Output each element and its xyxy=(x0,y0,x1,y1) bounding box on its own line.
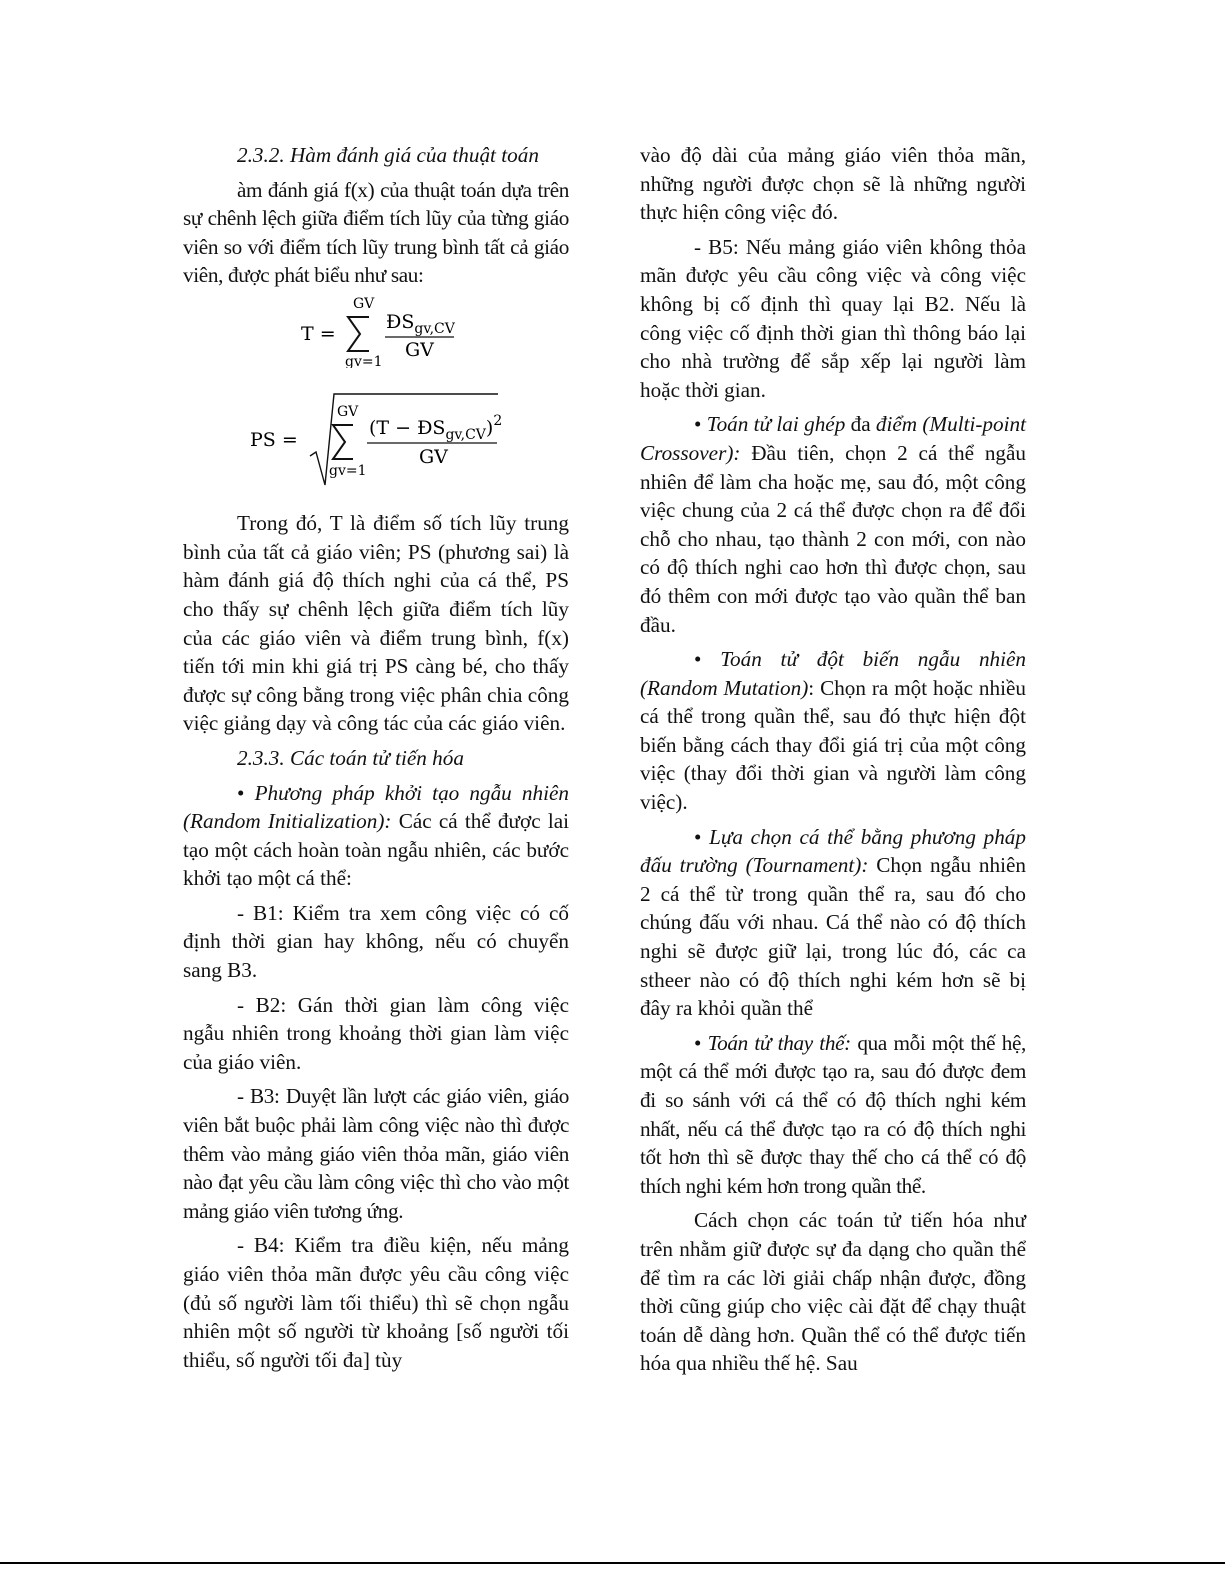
formula-T-denominator: GV xyxy=(405,338,434,361)
paragraph-evaluation-intro: àm đánh giá f(x) của thuật toán dựa trên sự chênh lệch giữa điểm tích lũy của từng giáo viên so với điểm tích lũy trung bình tất cả giáo viên, được phát biểu như sau: xyxy=(183,177,569,288)
random-initialization-text: Các cá thể được lai tạo một cách hoàn toàn ngẫu nhiên, các bước khởi tạo một cá thể: xyxy=(183,809,570,891)
svg-text:(T − ĐSgv,CV)2 xyxy=(369,413,502,443)
step-b4: - B4: Kiểm tra điều kiện, nếu mảng giáo viên thỏa mãn được yêu cầu công việc (đủ số người làm tối thiểu) thì sẽ chọn ngẫu nhiên một số người từ khoảng [số người tối thiểu, số người tối đa] tùy xyxy=(183,1233,569,1372)
formula-PS-sum-upper: GV xyxy=(337,403,359,420)
crossover-text: Đầu tiên, chọn 2 cá thể ngẫu nhiên để làm cha hoặc mẹ, sau đó, một công việc chung của 2 cá thể được chọn ra để đổi chỗ cho nhau, tạo thành 2 con mới, con nào có độ thích nghi cao hơn thì được chọn, sau đó thêm con mới được tạo vào quần thể ban đầu. xyxy=(640,440,1026,637)
page-bottom-rule xyxy=(0,1562,1225,1564)
formula-PS-numerator-sup: 2 xyxy=(493,412,503,429)
paragraph-operator-choice: Cách chọn các toán tử tiến hóa như trên nhằm giữ được sự đa dạng cho quần thể để tìm ra các lời giải chấp nhận được, đồng thời cũng giúp cho việc cài đặt để chạy thuật toán dễ dàng hơn. Quần thể có thể được tiến hóa qua nhiều thế hệ. Sau xyxy=(640,1208,1026,1376)
tournament-text: Chọn ngẫu nhiên 2 cá thể từ trong quần thể ra, sau đó cho chúng đấu với nhau. Cá thể nào có độ thích nghi sẽ được giữ lại, trong lúc đó, các ca stheer nào có độ thích nghi kém hơn sẽ bị đây ra khỏi quần thể xyxy=(640,853,1027,1021)
formula-PS-lhs: PS = xyxy=(250,428,298,451)
paragraph-replacement xyxy=(640,1029,1026,1201)
mutation-text: : Chọn ra một hoặc nhiều cá thể trong quần thể, sau đó thực hiện đột biến bằng cách thay đổi giá trị của một công việc (thay đổi thời gian và người làm công việc). xyxy=(640,675,1026,815)
section-heading-2-3-3: 2.3.3. Các toán tử tiến hóa xyxy=(237,745,464,770)
term-random-initialization: Phương pháp khởi tạo ngẫu nhiên (Random Initialization): xyxy=(183,780,569,834)
step-b3: - B3: Duyệt lần lượt các giáo viên, giáo viên bắt buộc phải làm công việc nào thì được thêm vào mảng giáo viên thỏa mãn, giáo viên nào đạt yêu cầu làm công việc thì cho vào một mảng giáo viên tương ứng. xyxy=(183,1084,569,1223)
bullet-icon: • xyxy=(694,647,702,672)
formula-T-numerator-sub: gv,CV xyxy=(414,320,455,337)
step-b4-continued: vào độ dài của mảng giáo viên thỏa mãn, những người được chọn sẽ là những người thực hiện công việc đó. xyxy=(640,143,1026,225)
term-multipoint-crossover: điểm (Multi-point Crossover): xyxy=(640,412,1026,465)
formula-T-lhs: T = xyxy=(301,322,336,345)
bullet-icon: • xyxy=(694,412,702,437)
term-replacement: Toán tử thay thế: xyxy=(707,1030,851,1055)
formula-PS-numerator-close: ) xyxy=(485,416,494,439)
paragraph-tournament xyxy=(640,823,1026,1023)
formula-T-numerator: ĐS xyxy=(386,310,415,333)
formula-PS xyxy=(183,390,569,498)
formula-PS-numerator-sub: gv,CV xyxy=(445,426,486,443)
bullet-icon: • xyxy=(694,1030,702,1055)
left-column xyxy=(183,141,569,1374)
formula-T-sum-lower: gv=1 xyxy=(345,353,383,368)
formula-T-sum-upper: GV xyxy=(353,295,375,312)
section-heading-2-3-2: 2.3.2. Hàm đánh giá của thuật toán xyxy=(237,143,539,167)
svg-text:ĐSgv,CV xyxy=(386,311,456,337)
sum-sigma-icon xyxy=(348,317,369,351)
term-tournament: Lựa chọn cá thể bằng phương pháp đấu trường (Tournament): xyxy=(640,824,1026,878)
crossover-connector: đa xyxy=(850,412,871,437)
sum-sigma-icon xyxy=(333,425,353,459)
bullet-icon: • xyxy=(237,780,245,805)
formula-PS-numerator: (T − ĐS xyxy=(369,416,446,439)
formula-T xyxy=(183,296,569,376)
term-random-mutation: Toán tử đột biến ngẫu nhiên (Random Mutation) xyxy=(640,647,1027,700)
paragraph-random-initialization xyxy=(183,779,569,893)
paragraph-mutation xyxy=(640,645,1026,817)
paragraph-variables: Trong đó, T là điểm số tích lũy trung bình của tất cả giáo viên; PS (phương sai) là hàm đánh giá độ thích nghi của cá thể, PS cho thấy sự chênh lệch giữa điểm tích lũy của các giáo viên và điểm trung bình, f(x) tiến tới min khi giá trị PS càng bé, cho thấy được sự công bằng trong việc phân chia công việc giảng dạy và công tác của các giáo viên. xyxy=(183,511,569,736)
formula-PS-denominator: GV xyxy=(419,445,448,468)
step-b1: - B1: Kiểm tra xem công việc có cố định thời gian hay không, nếu có chuyển sang B3. xyxy=(183,900,569,983)
term-crossover: Toán tử lai ghép xyxy=(706,412,846,437)
formula-PS-sum-lower: gv=1 xyxy=(329,462,367,479)
step-b5: - B5: Nếu mảng giáo viên không thỏa mãn được yêu cầu công việc và công việc không bị cố định thì quay lại B2. Nếu là công việc cố định thời gian thì thông báo lại cho nhà trường để sắp xếp lại người làm hoặc thời gian. xyxy=(640,234,1026,402)
paragraph-crossover xyxy=(640,410,1026,639)
bullet-icon: • xyxy=(694,824,702,849)
replacement-text: qua mỗi một thế hệ, một cá thể mới được tạo ra, sau đó được đem đi so sánh với cá thể có độ thích nghi kém nhất, nếu cá thể được tạo ra có độ thích nghi tốt hơn thì sẽ được thay thế cho cá thể có độ thích nghi kém hơn trong quần thể. xyxy=(640,1030,1027,1198)
right-column xyxy=(640,141,1026,1378)
step-b2: - B2: Gán thời gian làm công việc ngẫu nhiên trong khoảng thời gian làm việc của giáo viên. xyxy=(183,992,569,1074)
